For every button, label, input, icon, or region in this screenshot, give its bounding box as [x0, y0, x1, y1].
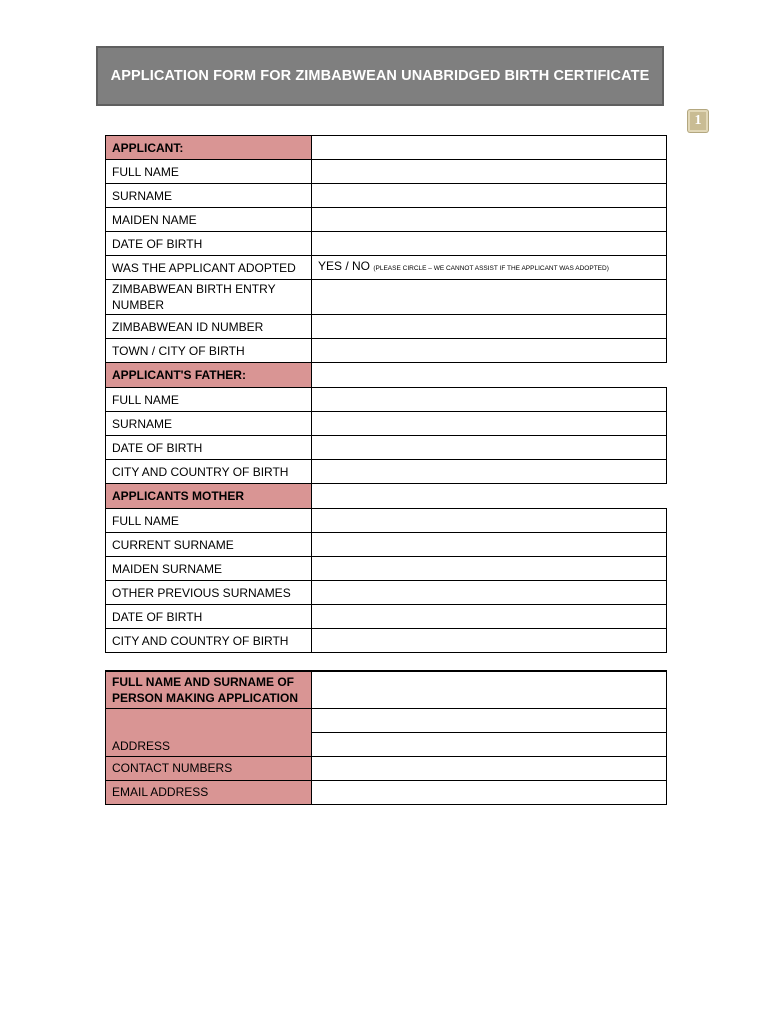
mother-maiden-surname-field[interactable]: [312, 557, 667, 581]
applicant-adopted-label: WAS THE APPLICANT ADOPTED: [106, 256, 312, 280]
address-label-cell: [106, 708, 312, 756]
address-field-line-2[interactable]: [312, 732, 667, 756]
father-full-name-field[interactable]: [312, 388, 667, 412]
applicant-id-number-field[interactable]: [312, 315, 667, 339]
father-city-country-field[interactable]: [312, 460, 667, 484]
mother-other-surnames-label: OTHER PREVIOUS SURNAMES: [106, 581, 312, 605]
father-dob-field[interactable]: [312, 436, 667, 460]
applicant-section-header: APPLICANT:: [106, 136, 312, 160]
applicant-birth-entry-label: ZIMBABWEAN BIRTH ENTRY NUMBER: [106, 280, 312, 315]
applicant-surname-label: SURNAME: [106, 184, 312, 208]
form-title-banner: [96, 46, 664, 106]
address-label: ADDRESS: [112, 738, 171, 753]
applicant-maiden-name-label: MAIDEN NAME: [106, 208, 312, 232]
mother-other-surnames-field[interactable]: [312, 581, 667, 605]
father-surname-label: SURNAME: [106, 412, 312, 436]
father-surname-field[interactable]: [312, 412, 667, 436]
mother-city-country-field[interactable]: [312, 629, 667, 653]
mother-maiden-surname-label: MAIDEN SURNAME: [106, 557, 312, 581]
applicant-surname-field[interactable]: [312, 184, 667, 208]
applicant-birth-entry-field[interactable]: [312, 280, 667, 315]
mother-current-surname-label: CURRENT SURNAME: [106, 533, 312, 557]
person-making-application-label: FULL NAME AND SURNAME OF PERSON MAKING APPLICATION: [106, 671, 312, 708]
applicant-dob-label: DATE OF BIRTH: [106, 232, 312, 256]
mother-header-spacer: [312, 484, 667, 509]
adopted-yes-no[interactable]: YES / NO: [318, 259, 371, 273]
applicant-full-name-label: FULL NAME: [106, 160, 312, 184]
mother-full-name-label: FULL NAME: [106, 509, 312, 533]
page-number-badge: 1: [688, 110, 708, 132]
person-making-application-field[interactable]: [312, 671, 667, 708]
applicant-town-city-label: TOWN / CITY OF BIRTH: [106, 339, 312, 363]
mother-section-header: APPLICANTS MOTHER: [106, 484, 312, 509]
mother-dob-field[interactable]: [312, 605, 667, 629]
applicant-details-table: [105, 135, 667, 653]
mother-dob-label: DATE OF BIRTH: [106, 605, 312, 629]
applicant-adopted-field[interactable]: [312, 256, 667, 280]
mother-city-country-label: CITY AND COUNTRY OF BIRTH: [106, 629, 312, 653]
father-full-name-label: FULL NAME: [106, 388, 312, 412]
applicant-id-number-label: ZIMBABWEAN ID NUMBER: [106, 315, 312, 339]
mother-full-name-field[interactable]: [312, 509, 667, 533]
contact-numbers-field[interactable]: [312, 756, 667, 780]
father-section-header: APPLICANT'S FATHER:: [106, 363, 312, 388]
applicant-header-field[interactable]: [312, 136, 667, 160]
father-header-spacer: [312, 363, 667, 388]
applicant-full-name-field[interactable]: [312, 160, 667, 184]
address-field-line-1[interactable]: [312, 708, 667, 732]
contact-numbers-label: CONTACT NUMBERS: [106, 756, 312, 780]
father-city-country-label: CITY AND COUNTRY OF BIRTH: [106, 460, 312, 484]
applicant-town-city-field[interactable]: [312, 339, 667, 363]
applicant-contact-table: [105, 670, 667, 805]
applicant-maiden-name-field[interactable]: [312, 208, 667, 232]
email-address-label: EMAIL ADDRESS: [106, 780, 312, 804]
applicant-dob-field[interactable]: [312, 232, 667, 256]
form-title: APPLICATION FORM FOR ZIMBABWEAN UNABRIDGED BIRTH CERTIFICATE: [110, 68, 650, 84]
father-dob-label: DATE OF BIRTH: [106, 436, 312, 460]
mother-current-surname-field[interactable]: [312, 533, 667, 557]
email-address-field[interactable]: [312, 780, 667, 804]
adopted-note: (PLEASE CIRCLE – WE CANNOT ASSIST IF THE APPLICANT WAS ADOPTED): [373, 265, 609, 272]
